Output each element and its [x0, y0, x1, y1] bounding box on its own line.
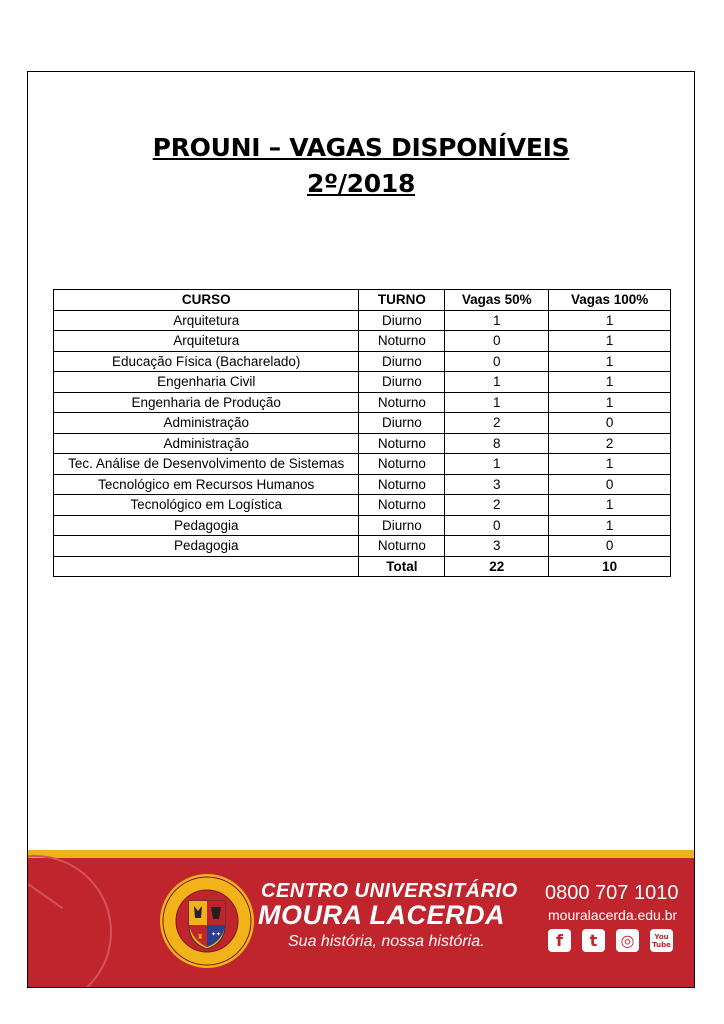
cell-curso: Educação Física (Bacharelado) [54, 351, 359, 372]
table-row [54, 515, 671, 536]
cell-vagas-100: 1 [549, 351, 671, 372]
table-row [54, 331, 671, 352]
cell-curso: Administração [54, 413, 359, 434]
title-line-2: 2º/2018 [306, 169, 416, 198]
cell-vagas-50: 0 [445, 331, 549, 352]
page-frame [27, 71, 695, 988]
cell-vagas-100: 0 [549, 474, 671, 495]
cell-vagas-50: 2 [445, 495, 549, 516]
social-icons [548, 929, 673, 952]
cell-vagas-100: 1 [549, 495, 671, 516]
total-empty-cell [54, 556, 359, 577]
instagram-icon[interactable]: ◎ [616, 929, 639, 952]
table-header-row [54, 290, 671, 311]
cell-vagas-100: 1 [549, 310, 671, 331]
contact-website[interactable]: mouralacerda.edu.br [548, 907, 678, 923]
cell-turno: Noturno [359, 433, 445, 454]
cell-vagas-50: 8 [445, 433, 549, 454]
brand-tagline: Sua história, nossa história. [288, 933, 485, 950]
cell-vagas-50: 1 [445, 310, 549, 331]
cell-turno: Noturno [359, 474, 445, 495]
header-turno: TURNO [359, 290, 445, 311]
table-row [54, 433, 671, 454]
cell-vagas-50: 1 [445, 372, 549, 393]
header-vagas-50: Vagas 50% [445, 290, 549, 311]
brand-line-2: MOURA LACERDA [258, 900, 505, 930]
total-vagas-50: 22 [445, 556, 549, 577]
header-vagas-100: Vagas 100% [549, 290, 671, 311]
cell-vagas-50: 1 [445, 454, 549, 475]
youtube-icon[interactable]: You Tube [650, 929, 673, 952]
cell-turno: Noturno [359, 454, 445, 475]
contact-phone: 0800 707 1010 [545, 882, 679, 904]
twitter-icon[interactable]: t [582, 929, 605, 952]
cell-turno: Noturno [359, 331, 445, 352]
table-row [54, 495, 671, 516]
cell-vagas-100: 1 [549, 331, 671, 352]
brand-line-1: CENTRO UNIVERSITÁRIO [261, 880, 518, 902]
footer-banner [28, 850, 695, 988]
cell-vagas-50: 1 [445, 392, 549, 413]
cell-vagas-50: 0 [445, 515, 549, 536]
table-row [54, 310, 671, 331]
table-row [54, 413, 671, 434]
cell-turno: Noturno [359, 495, 445, 516]
table-row [54, 454, 671, 475]
cell-curso: Administração [54, 433, 359, 454]
cell-turno: Diurno [359, 310, 445, 331]
cell-curso: Arquitetura [54, 331, 359, 352]
cell-vagas-50: 0 [445, 351, 549, 372]
page-title [28, 130, 694, 202]
footer-decorative-arc [28, 855, 112, 988]
table-row [54, 536, 671, 557]
svg-text:✦✦: ✦✦ [211, 931, 222, 938]
table-row [54, 372, 671, 393]
total-label: Total [359, 556, 445, 577]
cell-vagas-100: 0 [549, 413, 671, 434]
cell-curso: Pedagogia [54, 515, 359, 536]
cell-vagas-100: 0 [549, 536, 671, 557]
vagas-table [53, 289, 671, 577]
cell-turno: Diurno [359, 351, 445, 372]
cell-vagas-100: 1 [549, 372, 671, 393]
cell-vagas-100: 2 [549, 433, 671, 454]
table-row [54, 392, 671, 413]
facebook-icon[interactable]: f [548, 929, 571, 952]
cell-curso: Tecnológico em Recursos Humanos [54, 474, 359, 495]
svg-text:♜: ♜ [197, 933, 204, 941]
cell-turno: Noturno [359, 536, 445, 557]
table-row [54, 474, 671, 495]
cell-curso: Tec. Análise de Desenvolvimento de Sistemas [54, 454, 359, 475]
total-row [54, 556, 671, 577]
table-row [54, 351, 671, 372]
header-curso: CURSO [54, 290, 359, 311]
cell-curso: Engenharia Civil [54, 372, 359, 393]
cell-turno: Diurno [359, 372, 445, 393]
cell-turno: Noturno [359, 392, 445, 413]
cell-curso: Tecnológico em Logística [54, 495, 359, 516]
cell-curso: Arquitetura [54, 310, 359, 331]
cell-vagas-100: 1 [549, 392, 671, 413]
cell-vagas-100: 1 [549, 454, 671, 475]
university-seal-logo [159, 873, 255, 969]
cell-vagas-50: 3 [445, 536, 549, 557]
title-line-1: PROUNI – VAGAS DISPONÍVEIS [152, 133, 570, 162]
footer-stripe [28, 850, 695, 858]
cell-turno: Diurno [359, 413, 445, 434]
total-vagas-100: 10 [549, 556, 671, 577]
cell-vagas-50: 2 [445, 413, 549, 434]
cell-turno: Diurno [359, 515, 445, 536]
cell-vagas-100: 1 [549, 515, 671, 536]
cell-curso: Engenharia de Produção [54, 392, 359, 413]
cell-curso: Pedagogia [54, 536, 359, 557]
cell-vagas-50: 3 [445, 474, 549, 495]
